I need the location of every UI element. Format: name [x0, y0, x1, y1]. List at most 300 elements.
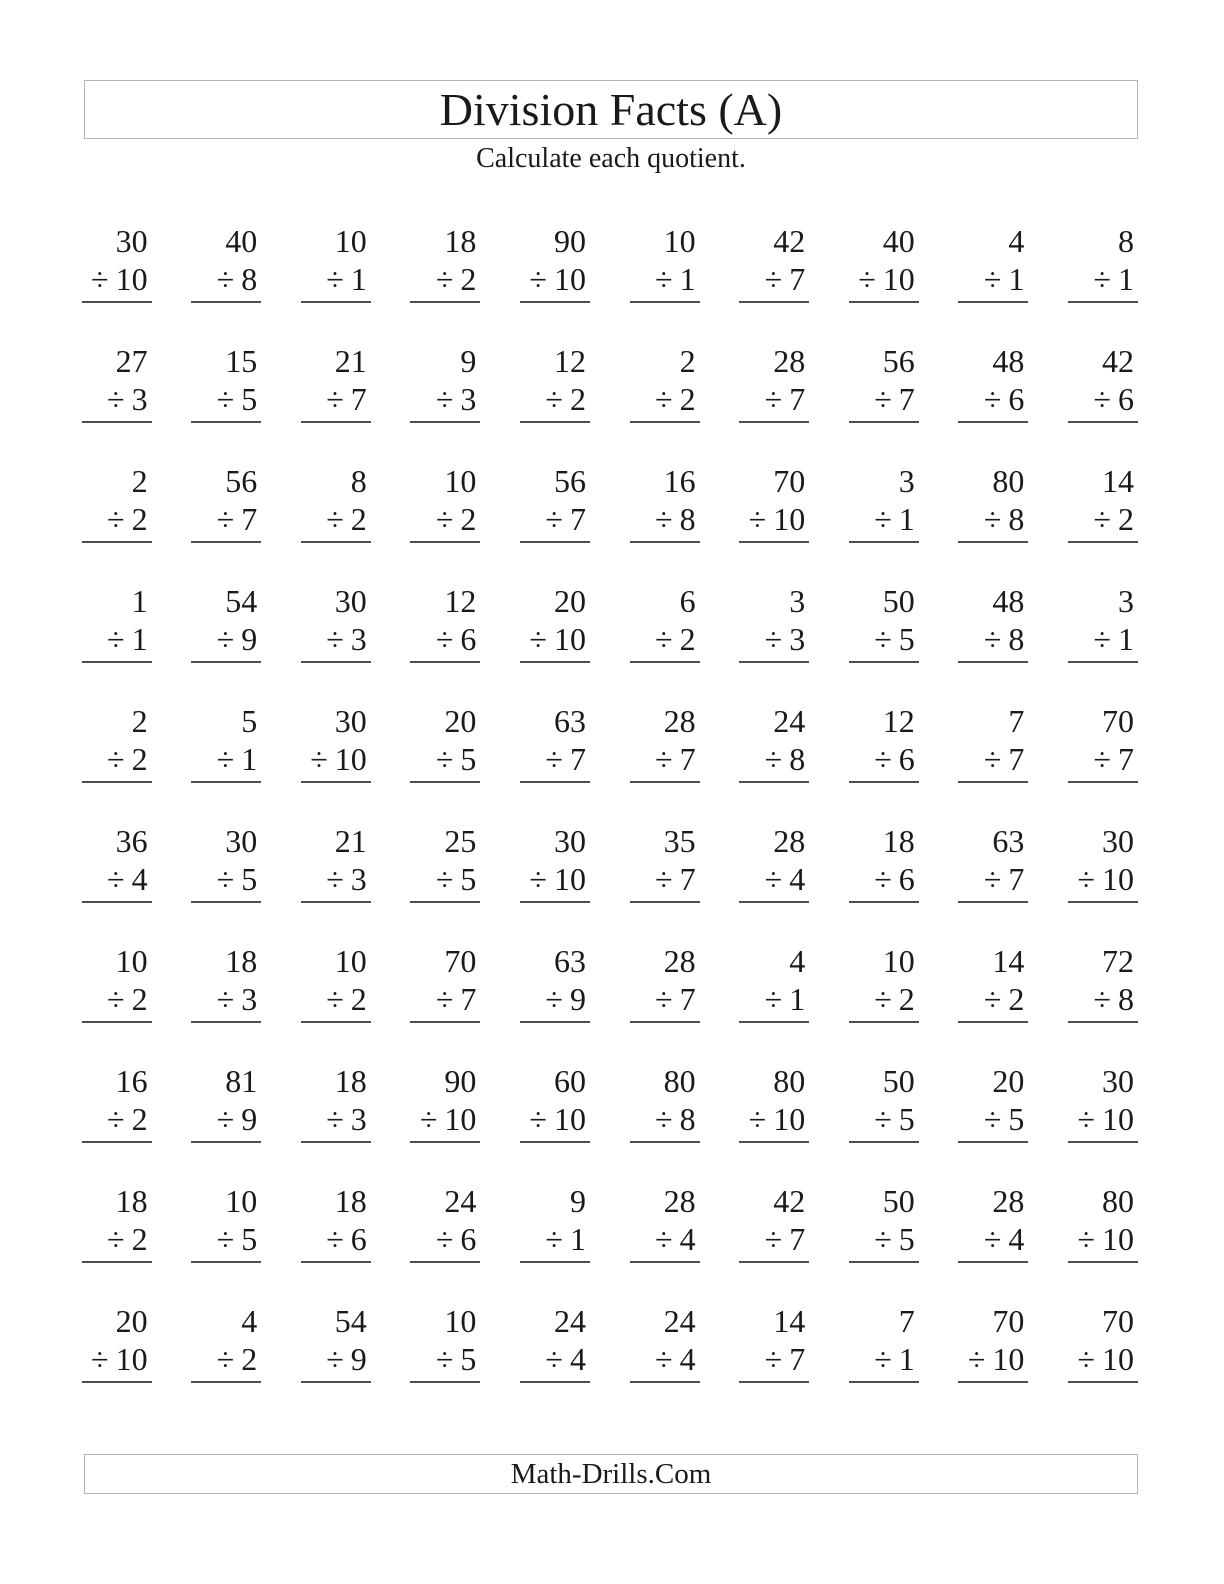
divisor-line	[261, 1220, 367, 1258]
division-sign-icon: ÷	[764, 1341, 783, 1377]
dividend: 24	[444, 1183, 477, 1219]
division-sign-icon: ÷	[216, 381, 235, 417]
footer-box	[84, 1454, 1138, 1494]
answer-space	[261, 1263, 367, 1300]
division-sign-icon: ÷	[107, 381, 125, 417]
divisor-line	[371, 620, 477, 658]
divisor: 7	[1008, 741, 1025, 777]
dividend: 30	[1101, 1063, 1134, 1099]
dividend: 30	[225, 823, 258, 859]
division-sign-icon: ÷	[435, 981, 454, 1017]
division-sign-icon: ÷	[874, 1221, 892, 1257]
division-sign-icon: ÷	[107, 861, 125, 897]
division-sign-icon: ÷	[1093, 741, 1111, 777]
divisor: 10	[1101, 861, 1134, 897]
answer-space	[809, 783, 915, 820]
division-problem	[919, 342, 1029, 462]
divisor-line	[590, 620, 696, 658]
divisor: 8	[1117, 981, 1134, 1017]
dividend: 63	[992, 823, 1025, 859]
divisor: 5	[241, 381, 258, 417]
divisor-line	[590, 860, 696, 898]
divisor: 2	[131, 1101, 148, 1137]
division-sign-icon: ÷	[216, 1341, 235, 1377]
divisor: 4	[569, 1341, 586, 1377]
divisor-line	[371, 1100, 477, 1138]
division-sign-icon: ÷	[529, 861, 547, 897]
dividend: 90	[444, 1063, 477, 1099]
divisor-line	[42, 740, 148, 778]
division-problem	[42, 822, 152, 942]
division-problem	[1028, 1182, 1138, 1302]
divisor-line	[700, 1220, 806, 1258]
division-problem	[1028, 1062, 1138, 1182]
dividend: 70	[444, 943, 477, 979]
divisor-line	[480, 860, 586, 898]
division-problem	[700, 702, 810, 822]
divisor-line	[1028, 860, 1134, 898]
divisor-line	[42, 860, 148, 898]
answer-space	[152, 543, 258, 580]
answer-space	[919, 1143, 1025, 1180]
divisor-line	[371, 500, 477, 538]
division-problem	[42, 1182, 152, 1302]
divisor-line	[371, 1220, 477, 1258]
divisor: 10	[773, 1101, 806, 1137]
division-problem	[371, 1302, 481, 1422]
divisor-line	[42, 620, 148, 658]
division-sign-icon: ÷	[326, 381, 344, 417]
divisor-line	[919, 860, 1025, 898]
dividend: 30	[553, 823, 586, 859]
divisor-line	[261, 500, 367, 538]
answer-space	[590, 423, 696, 460]
dividend: 48	[992, 343, 1025, 379]
division-problem	[1028, 582, 1138, 702]
division-problem	[919, 1182, 1029, 1302]
division-sign-icon: ÷	[874, 501, 892, 537]
divisor: 10	[1101, 1341, 1134, 1377]
division-sign-icon: ÷	[1093, 981, 1111, 1017]
answer-space	[261, 1383, 367, 1420]
division-sign-icon: ÷	[655, 1221, 673, 1257]
divisor: 5	[460, 1341, 477, 1377]
answer-space	[42, 1263, 148, 1300]
dividend: 18	[334, 1063, 367, 1099]
answer-space	[809, 1023, 915, 1060]
dividend: 72	[1101, 943, 1134, 979]
division-problem	[1028, 462, 1138, 582]
divisor: 7	[898, 381, 915, 417]
answer-space	[480, 1263, 586, 1300]
divisor-line	[809, 500, 915, 538]
divisor: 2	[898, 981, 915, 1017]
divisor: 8	[241, 261, 258, 297]
answer-space	[700, 903, 806, 940]
divisor-line	[919, 1220, 1025, 1258]
dividend: 8	[1117, 223, 1134, 259]
dividend: 54	[225, 583, 258, 619]
divisor-line	[590, 1220, 696, 1258]
divisor: 7	[679, 981, 696, 1017]
division-problem	[700, 942, 810, 1062]
answer-space	[261, 663, 367, 700]
divisor-line	[700, 860, 806, 898]
dividend: 28	[773, 823, 806, 859]
dividend: 2	[679, 343, 696, 379]
dividend: 20	[553, 583, 586, 619]
answer-space	[700, 543, 806, 580]
division-problem	[809, 1182, 919, 1302]
division-sign-icon: ÷	[1077, 1221, 1095, 1257]
divisor: 8	[679, 1101, 696, 1137]
division-problem	[480, 942, 590, 1062]
division-problem	[480, 1302, 590, 1422]
answer-space	[42, 903, 148, 940]
answer-space	[1028, 543, 1134, 580]
division-problem	[1028, 222, 1138, 342]
answer-space	[42, 1383, 148, 1420]
division-problem	[590, 702, 700, 822]
answer-space	[261, 903, 367, 940]
divisor-line	[371, 860, 477, 898]
divisor-line	[371, 380, 477, 418]
division-problem	[261, 822, 371, 942]
divisor-line	[261, 740, 367, 778]
answer-space	[42, 783, 148, 820]
instructions-text: Calculate each quotient.	[476, 143, 746, 174]
divisor: 9	[241, 621, 258, 657]
division-problem	[152, 942, 262, 1062]
dividend: 9	[460, 343, 477, 379]
divisor: 2	[679, 621, 696, 657]
division-problem	[1028, 1302, 1138, 1422]
answer-space	[371, 1143, 477, 1180]
division-problem	[261, 222, 371, 342]
divisor: 7	[789, 261, 806, 297]
division-sign-icon: ÷	[874, 741, 892, 777]
divisor: 8	[1008, 501, 1025, 537]
answer-space	[1028, 1023, 1134, 1060]
division-problem	[480, 822, 590, 942]
division-problem	[919, 222, 1029, 342]
answer-space	[809, 1263, 915, 1300]
divisor-line	[261, 620, 367, 658]
divisor-line	[261, 860, 367, 898]
division-sign-icon: ÷	[107, 741, 125, 777]
answer-space	[152, 303, 258, 340]
divisor: 3	[460, 381, 477, 417]
answer-space	[371, 543, 477, 580]
divisor: 7	[679, 741, 696, 777]
division-problem	[919, 702, 1029, 822]
divisor: 10	[115, 1341, 148, 1377]
division-sign-icon: ÷	[1093, 261, 1111, 297]
divisor-line	[371, 740, 477, 778]
dividend: 21	[334, 823, 367, 859]
dividend: 18	[225, 943, 258, 979]
divisor: 4	[679, 1341, 696, 1377]
divisor-line	[152, 1340, 258, 1378]
division-problem	[152, 1302, 262, 1422]
divisor: 7	[789, 1221, 806, 1257]
dividend: 28	[663, 943, 696, 979]
dividend: 12	[553, 343, 586, 379]
answer-space	[480, 663, 586, 700]
answer-space	[700, 423, 806, 460]
divisor-line	[480, 1220, 586, 1258]
division-problem	[42, 1302, 152, 1422]
divisor: 7	[1008, 861, 1025, 897]
division-sign-icon: ÷	[764, 861, 783, 897]
division-sign-icon: ÷	[91, 1341, 109, 1377]
division-sign-icon: ÷	[435, 741, 454, 777]
division-sign-icon: ÷	[326, 1101, 344, 1137]
answer-space	[371, 663, 477, 700]
division-sign-icon: ÷	[655, 1101, 673, 1137]
answer-space	[42, 663, 148, 700]
divisor-line	[152, 740, 258, 778]
answer-space	[261, 1143, 367, 1180]
dividend: 4	[789, 943, 806, 979]
answer-space	[809, 543, 915, 580]
answer-space	[919, 543, 1025, 580]
answer-space	[261, 303, 367, 340]
dividend: 70	[773, 463, 806, 499]
dividend: 21	[334, 343, 367, 379]
division-problem	[700, 342, 810, 462]
division-problem	[700, 822, 810, 942]
division-sign-icon: ÷	[764, 621, 783, 657]
division-sign-icon: ÷	[1077, 1101, 1095, 1137]
division-sign-icon: ÷	[655, 261, 673, 297]
divisor: 7	[1117, 741, 1134, 777]
division-problem	[809, 1302, 919, 1422]
dividend: 6	[679, 583, 696, 619]
divisor-line	[152, 260, 258, 298]
dividend: 30	[334, 583, 367, 619]
divisor: 7	[569, 741, 586, 777]
divisor-line	[700, 1100, 806, 1138]
divisor-line	[42, 1220, 148, 1258]
answer-space	[590, 1023, 696, 1060]
dividend: 60	[553, 1063, 586, 1099]
division-sign-icon: ÷	[983, 381, 1002, 417]
division-problem	[1028, 822, 1138, 942]
division-problem	[590, 1302, 700, 1422]
answer-space	[700, 1143, 806, 1180]
answer-space	[700, 1383, 806, 1420]
division-sign-icon: ÷	[655, 861, 673, 897]
answer-space	[700, 663, 806, 700]
divisor-line	[919, 620, 1025, 658]
division-sign-icon: ÷	[435, 381, 454, 417]
division-sign-icon: ÷	[655, 501, 673, 537]
divisor-line	[700, 740, 806, 778]
divisor-line	[919, 1340, 1025, 1378]
division-sign-icon: ÷	[107, 1101, 125, 1137]
division-sign-icon: ÷	[858, 261, 876, 297]
divisor-line	[480, 1100, 586, 1138]
divisor-line	[371, 260, 477, 298]
division-problem	[42, 1062, 152, 1182]
divisor: 4	[1008, 1221, 1025, 1257]
division-problem	[261, 942, 371, 1062]
dividend: 28	[992, 1183, 1025, 1219]
answer-space	[590, 903, 696, 940]
divisor-line	[152, 1220, 258, 1258]
divisor: 4	[131, 861, 148, 897]
answer-space	[261, 783, 367, 820]
dividend: 70	[1101, 703, 1134, 739]
divisor: 10	[882, 261, 915, 297]
division-problem	[919, 1302, 1029, 1422]
divisor-line	[480, 500, 586, 538]
divisor: 2	[460, 501, 477, 537]
answer-space	[152, 1023, 258, 1060]
dividend: 15	[225, 343, 258, 379]
divisor: 5	[241, 1221, 258, 1257]
divisor: 1	[1117, 621, 1134, 657]
division-sign-icon: ÷	[310, 741, 328, 777]
dividend: 81	[225, 1063, 258, 1099]
divisor-line	[590, 1340, 696, 1378]
divisor-line	[42, 260, 148, 298]
dividend: 3	[1117, 583, 1134, 619]
division-sign-icon: ÷	[983, 861, 1002, 897]
division-problem	[371, 222, 481, 342]
divisor-line	[809, 380, 915, 418]
divisor-line	[42, 1340, 148, 1378]
answer-space	[152, 903, 258, 940]
divisor-line	[1028, 1340, 1134, 1378]
answer-space	[480, 783, 586, 820]
division-sign-icon: ÷	[326, 861, 344, 897]
divisor: 10	[334, 741, 367, 777]
division-problem	[480, 462, 590, 582]
dividend: 30	[115, 223, 148, 259]
dividend: 16	[115, 1063, 148, 1099]
answer-space	[1028, 903, 1134, 940]
answer-space	[590, 1383, 696, 1420]
division-sign-icon: ÷	[983, 621, 1002, 657]
dividend: 70	[992, 1303, 1025, 1339]
divisor: 1	[131, 621, 148, 657]
division-sign-icon: ÷	[1093, 621, 1111, 657]
divisor: 7	[241, 501, 258, 537]
division-problem	[152, 222, 262, 342]
answer-space	[480, 1383, 586, 1420]
divisor: 2	[131, 741, 148, 777]
answer-space	[261, 1023, 367, 1060]
divisor: 10	[992, 1341, 1025, 1377]
division-problem	[42, 342, 152, 462]
answer-space	[42, 303, 148, 340]
division-problem	[261, 582, 371, 702]
division-sign-icon: ÷	[435, 621, 454, 657]
divisor-line	[700, 500, 806, 538]
division-sign-icon: ÷	[545, 501, 563, 537]
divisor-line	[809, 1100, 915, 1138]
divisor: 1	[1008, 261, 1025, 297]
dividend: 18	[444, 223, 477, 259]
division-sign-icon: ÷	[1077, 861, 1095, 897]
dividend: 16	[663, 463, 696, 499]
dividend: 80	[1101, 1183, 1134, 1219]
divisor-line	[919, 740, 1025, 778]
divisor: 8	[679, 501, 696, 537]
divisor-line	[480, 1340, 586, 1378]
division-problem	[809, 342, 919, 462]
division-problem	[371, 342, 481, 462]
division-sign-icon: ÷	[216, 861, 235, 897]
division-problem	[1028, 702, 1138, 822]
division-sign-icon: ÷	[1093, 501, 1111, 537]
division-problem	[590, 342, 700, 462]
dividend: 24	[773, 703, 806, 739]
division-sign-icon: ÷	[216, 501, 235, 537]
answer-space	[919, 423, 1025, 460]
division-problem	[371, 702, 481, 822]
dividend: 10	[663, 223, 696, 259]
answer-space	[480, 423, 586, 460]
divisor-line	[261, 980, 367, 1018]
division-problem	[371, 942, 481, 1062]
division-problem	[919, 942, 1029, 1062]
dividend: 14	[992, 943, 1025, 979]
divisor: 3	[350, 1101, 367, 1137]
dividend: 10	[334, 223, 367, 259]
division-problem	[809, 942, 919, 1062]
divisor: 5	[1008, 1101, 1025, 1137]
divisor-line	[261, 1340, 367, 1378]
dividend: 12	[444, 583, 477, 619]
division-sign-icon: ÷	[216, 261, 235, 297]
answer-space	[480, 303, 586, 340]
division-sign-icon: ÷	[419, 1101, 438, 1137]
divisor: 3	[350, 861, 367, 897]
division-problem	[919, 1062, 1029, 1182]
answer-space	[1028, 783, 1134, 820]
divisor-line	[700, 380, 806, 418]
division-problem	[590, 942, 700, 1062]
division-sign-icon: ÷	[216, 1101, 235, 1137]
divisor-line	[809, 1220, 915, 1258]
divisor: 10	[1101, 1101, 1134, 1137]
divisor-line	[1028, 260, 1134, 298]
divisor: 4	[679, 1221, 696, 1257]
divisor-line	[152, 500, 258, 538]
division-problem	[700, 462, 810, 582]
divisor: 5	[898, 621, 915, 657]
division-problem	[480, 582, 590, 702]
divisor-line	[590, 740, 696, 778]
answer-space	[371, 1263, 477, 1300]
division-sign-icon: ÷	[216, 981, 235, 1017]
division-sign-icon: ÷	[435, 501, 454, 537]
answer-space	[590, 303, 696, 340]
division-sign-icon: ÷	[655, 381, 673, 417]
dividend: 63	[553, 703, 586, 739]
answer-space	[700, 1023, 806, 1060]
answer-space	[700, 783, 806, 820]
division-problem	[261, 342, 371, 462]
division-problem	[371, 1182, 481, 1302]
dividend: 3	[898, 463, 915, 499]
answer-space	[809, 903, 915, 940]
divisor-line	[1028, 1100, 1134, 1138]
dividend: 50	[882, 1063, 915, 1099]
